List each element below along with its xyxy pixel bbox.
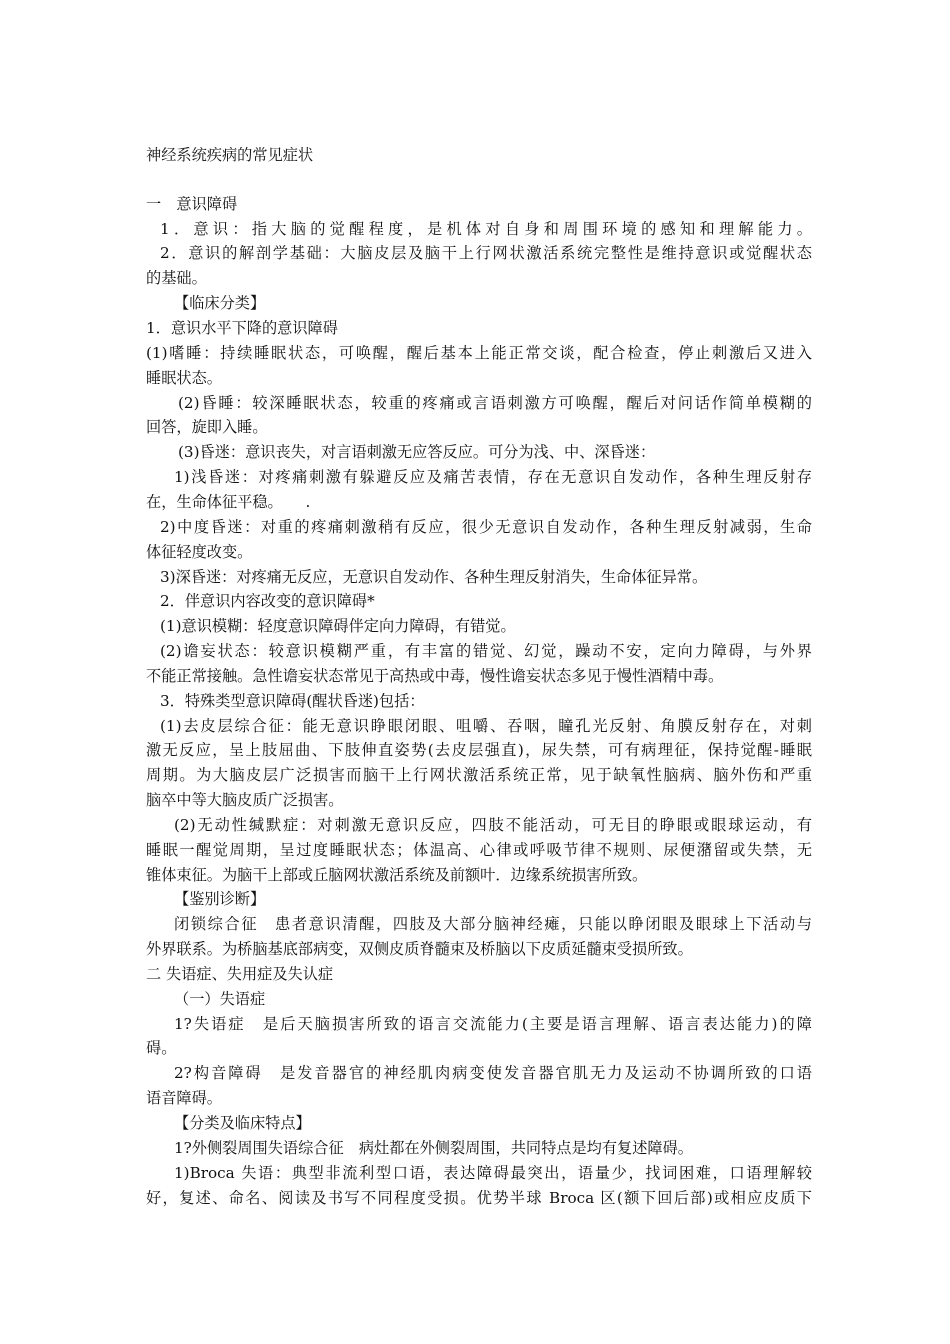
text-line: 闭锁综合征 患者意识清醒，四肢及大部分脑神经瘫，只能以睁闭眼及眼球上下活动与 bbox=[174, 915, 812, 933]
text-line: 3)深昏迷：对疼痛无反应，无意识自发动作、各种生理反射消失，生命体征异常。 bbox=[160, 568, 708, 586]
text-line: 1)浅昏迷：对疼痛刺激有躲避反应及痛苦表情，存在无意识自发动作，各种生理反射存 bbox=[174, 468, 812, 486]
text-line: 【临床分类】 bbox=[174, 294, 266, 312]
text-line: 2．意识的解剖学基础：大脑皮层及脑干上行网状激活系统完整性是维持意识或觉醒状态 bbox=[160, 244, 812, 262]
text-line: 外界联系。为桥脑基底部病变，双侧皮质脊髓束及桥脑以下皮质延髓束受损所致。 bbox=[146, 940, 693, 958]
text-line: 【分类及临床特点】 bbox=[174, 1114, 311, 1132]
text-line: (2)谵妄状态：较意识模糊严重，有丰富的错觉、幻觉，躁动不安，定向力障碍，与外界 bbox=[160, 642, 812, 660]
text-line: 一 意识障碍 bbox=[146, 195, 238, 213]
text-line: (2)无动性缄默症：对刺激无意识反应，四肢不能活动，可无目的睁眼或眼球运动，有 bbox=[174, 816, 812, 834]
text-line: 激无反应，呈上肢屈曲、下肢伸直姿势(去皮层强直)，尿失禁，可有病理征，保持觉醒-睡眠 bbox=[146, 741, 812, 759]
text-line: 睡眠一醒觉周期，呈过度睡眠状态；体温高、心律或呼吸节律不规则、尿便潴留或失禁，无 bbox=[146, 841, 812, 859]
text-line: 2?构音障碍 是发音器官的神经肌肉病变使发音器官肌无力及运动不协调所致的口语 bbox=[174, 1064, 812, 1082]
text-line: 体征轻度改变。 bbox=[146, 543, 253, 561]
text-line: 周期。为大脑皮层广泛损害而脑干上行网状激活系统正常，见于缺氧性脑病、脑外伤和严重 bbox=[146, 766, 812, 784]
text-line: 3．特殊类型意识障碍(醒状昏迷)包括： bbox=[160, 692, 425, 710]
text-line: 在，生命体征平稳。 . bbox=[146, 493, 311, 511]
text-line: 1)Broca 失语：典型非流利型口语，表达障碍最突出，语量少，找词困难，口语理解较 bbox=[174, 1164, 812, 1182]
text-line: (1)去皮层综合征：能无意识睁眼闭眼、咀嚼、吞咽，瞳孔光反射、角膜反射存在，对刺 bbox=[160, 717, 812, 735]
text-line: 1．意识：指大脑的觉醒程度，是机体对自身和周围环境的感知和理解能力。 bbox=[160, 220, 812, 238]
document-title: 神经系统疾病的常见症状 bbox=[146, 146, 314, 164]
text-line: 的基础。 bbox=[146, 269, 207, 287]
text-line: 睡眠状态。 bbox=[146, 369, 222, 387]
text-line: (1)意识模糊：轻度意识障碍伴定向力障碍，有错觉。 bbox=[160, 617, 516, 635]
text-line: 【鉴别诊断】 bbox=[174, 890, 266, 908]
text-line: 脑卒中等大脑皮质广泛损害。 bbox=[146, 791, 344, 809]
text-line: 不能正常接触。急性谵妄状态常见于高热或中毒，慢性谵妄状态多见于慢性酒精中毒。 bbox=[146, 667, 724, 685]
text-line: 1?失语症 是后天脑损害所致的语言交流能力(主要是语言理解、语言表达能力)的障 bbox=[174, 1015, 812, 1033]
text-line: 2)中度昏迷：对重的疼痛刺激稍有反应，很少无意识自发动作，各种生理反射减弱，生命 bbox=[160, 518, 812, 536]
text-line: (1)嗜睡：持续睡眠状态，可唤醒，醒后基本上能正常交谈，配合检查，停止刺激后又进入 bbox=[146, 344, 812, 362]
text-line: 1．意识水平下降的意识障碍 bbox=[146, 319, 338, 337]
text-line: 回答，旋即入睡。 bbox=[146, 418, 268, 436]
text-line: 语音障碍。 bbox=[146, 1089, 222, 1107]
text-line: (2)昏睡：较深睡眠状态，较重的疼痛或言语刺激方可唤醒，醒后对问话作简单模糊的 bbox=[178, 394, 812, 412]
text-line: 1?外侧裂周围失语综合征 病灶都在外侧裂周围，共同特点是均有复述障碍。 bbox=[174, 1139, 693, 1157]
text-line: 好，复述、命名、阅读及书写不同程度受损。优势半球 Broca 区(额下回后部)或相应皮质下 bbox=[146, 1189, 812, 1207]
text-line: 锥体束征。为脑干上部或丘脑网状激活系统及前额叶．边缘系统损害所致。 bbox=[146, 866, 648, 884]
text-line: (3)昏迷：意识丧失，对言语刺激无应答反应。可分为浅、中、深昏迷： bbox=[178, 443, 656, 461]
text-line: 碍。 bbox=[146, 1039, 177, 1057]
text-line: （一）失语症 bbox=[174, 990, 266, 1008]
text-line: 二 失语症、失用症及失认症 bbox=[146, 965, 334, 983]
text-line: 2．伴意识内容改变的意识障碍* bbox=[160, 592, 375, 610]
